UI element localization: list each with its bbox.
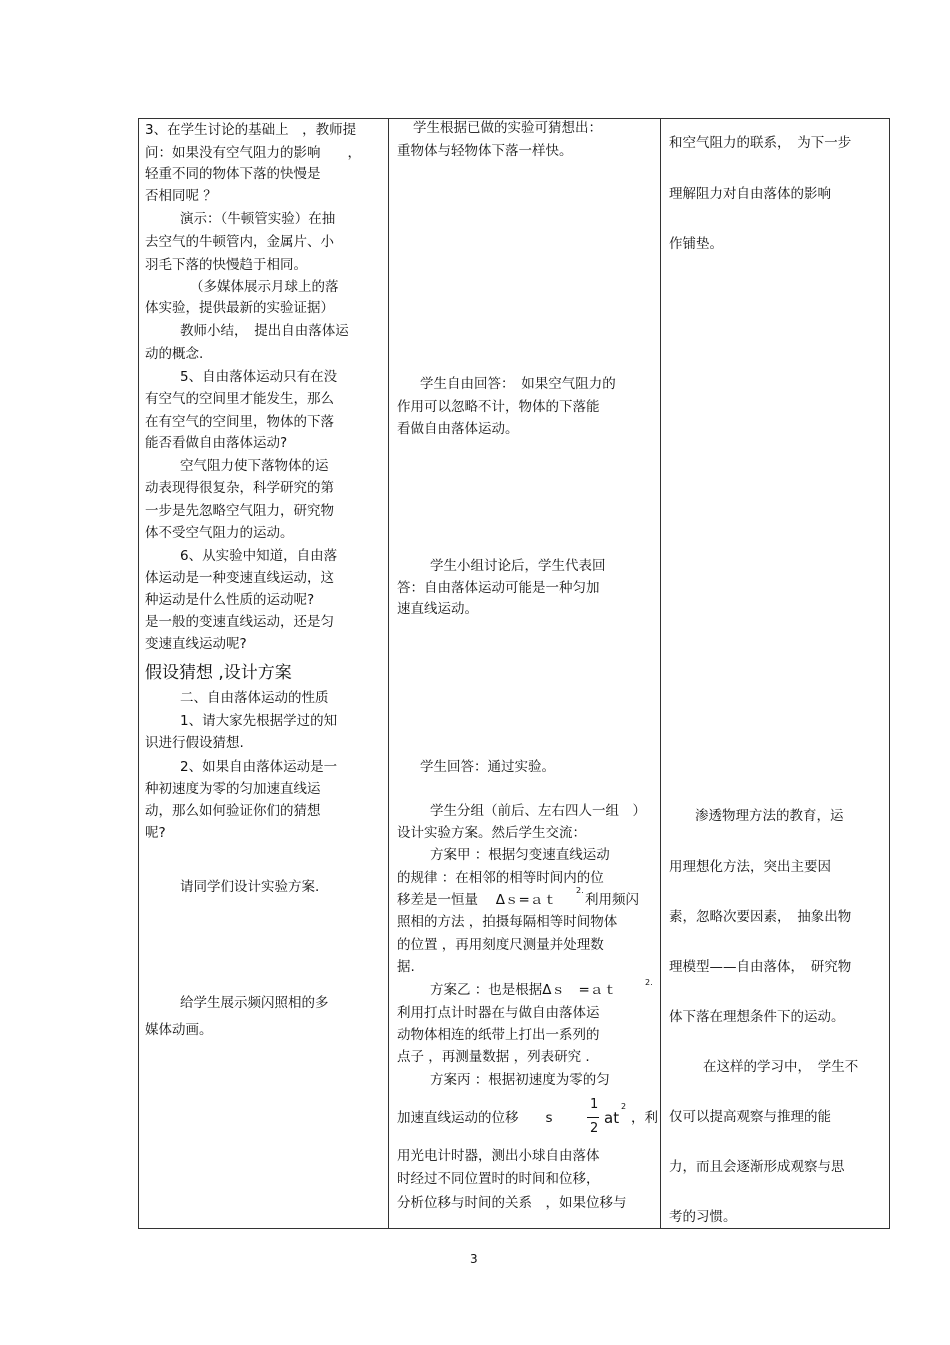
section-subheading: 二、自由落体运动的性质	[180, 690, 329, 706]
text-line: 3、在学生讨论的基础上 ，教师提	[145, 122, 357, 138]
text-line: 识进行假设猜想.	[145, 735, 244, 751]
fraction-bar	[587, 1117, 599, 1118]
text-line: 是一般的变速直线运动，还是匀	[145, 614, 334, 630]
text-line: 考的习惯。	[669, 1209, 737, 1225]
text-line: 设计实验方案。然后学生交流：	[397, 825, 586, 841]
formula-term: at	[604, 1109, 620, 1127]
text-line: 体不受空气阻力的运动。	[145, 525, 294, 541]
text-line: 照相的方法 ，拍摄每隔相等时间物体	[397, 914, 618, 930]
text-line: 种运动是什么性质的运动呢?	[145, 592, 315, 608]
text-line: 重物体与轻物体下落一样快。	[397, 143, 573, 159]
text-line: 素，忽略次要因素， 抽象出物	[669, 909, 852, 925]
text-line: 呢?	[145, 825, 166, 841]
text-line: 利用打点计时器在与做自由落体运	[397, 1005, 600, 1021]
column-divider	[388, 118, 389, 1229]
section-heading: 假设猜想 ,设计方案	[145, 663, 292, 683]
text-line: 分析位移与时间的关系 ，如果位移与	[397, 1195, 627, 1211]
text-line: 仅可以提高观察与推理的能	[669, 1109, 831, 1125]
text-line: 种初速度为零的匀加速直线运	[145, 781, 321, 797]
text-line: 轻重不同的物体下落的快慢是	[145, 166, 321, 182]
formula-exponent: 2.	[576, 886, 584, 895]
text-line: 点子 ，再测量数据 ，列表研究 .	[397, 1049, 590, 1065]
text-line: 学生回答：通过实验。	[420, 759, 555, 775]
text-line: 1、请大家先根据学过的知	[180, 713, 338, 729]
text-line: 有空气的空间里才能发生，那么	[145, 391, 334, 407]
text-line: 方案甲 ：根据匀变速直线运动	[430, 847, 610, 863]
text-line: 体下落在理想条件下的运动。	[669, 1009, 845, 1025]
text-line: 6、从实验中知道，自由落	[180, 548, 338, 564]
text-line: 作用可以忽略不计，物体的下落能	[397, 399, 600, 415]
text-line: 时经过不同位置时的时间和位移，	[397, 1171, 600, 1187]
text-line: 移差是一恒量 Δｓ=ａｔ	[397, 892, 557, 908]
text-line: 教师小结， 提出自由落体运	[180, 323, 349, 339]
text-line: 和空气阻力的联系， 为下一步	[669, 135, 852, 151]
text-line: 变速直线运动呢?	[145, 636, 247, 652]
text-line: 据.	[397, 959, 415, 975]
text-line: 请同学们设计实验方案.	[180, 879, 320, 895]
text-line: 否相同呢 ？	[145, 188, 217, 204]
text-line: 2、如果自由落体运动是一	[180, 759, 338, 775]
text-line: 学生分组（前后、左右四人一组 ）	[430, 803, 646, 819]
text-line: 给学生展示频闪照相的多	[180, 995, 329, 1011]
text-line: 演示：（牛顿管实验）在抽	[180, 211, 336, 227]
text-line: 作铺垫。	[669, 236, 723, 252]
fraction-denominator: 2	[590, 1121, 599, 1136]
text-line: （多媒体展示月球上的落	[190, 279, 339, 295]
text-line: 学生自由回答： 如果空气阻力的	[420, 376, 616, 392]
text-line: 动的概念.	[145, 346, 204, 362]
text-line: 的位置 ，再用刻度尺测量并处理数	[397, 937, 604, 953]
text-line: 加速直线运动的位移 s	[397, 1110, 553, 1126]
text-line: 羽毛下落的快慢趋于相同。	[145, 257, 307, 273]
text-line: 媒体动画。	[145, 1022, 213, 1038]
text-line: 用理想化方法，突出主要因	[669, 859, 831, 875]
formula-exponent: 2	[621, 1102, 627, 1111]
text-line: 体运动是一种变速直线运动，这	[145, 570, 334, 586]
text-line: 理模型——自由落体， 研究物	[669, 959, 852, 975]
text-line: 动，那么如何验证你们的猜想	[145, 803, 321, 819]
text-line: 的规律 ：在相邻的相等时间内的位	[397, 870, 604, 886]
text-line: 学生小组讨论后，学生代表回	[430, 558, 606, 574]
page-number: 3	[470, 1252, 478, 1266]
text-line: 在有空气的空间里，物体的下落	[145, 414, 334, 430]
text-line: ，利	[631, 1110, 658, 1126]
text-line: 用光电计时器，测出小球自由落体	[397, 1148, 600, 1164]
text-line: 理解阻力对自由落体的影响	[669, 186, 831, 202]
text-line: 一步是先忽略空气阻力，研究物	[145, 503, 334, 519]
fraction-numerator: 1	[590, 1097, 599, 1112]
text-line: 看做自由落体运动。	[397, 421, 519, 437]
text-line: 方案丙 ：根据初速度为零的匀	[430, 1072, 610, 1088]
text-line: 速直线运动。	[397, 601, 478, 617]
text-line: 学生根据已做的实验可猜想出：	[413, 120, 602, 136]
text-line: 渗透物理方法的教育，运	[695, 808, 844, 824]
text-line: 动物体相连的纸带上打出一系列的	[397, 1027, 600, 1043]
text-line: 去空气的牛顿管内，金属片、小	[145, 234, 334, 250]
column-divider	[660, 118, 661, 1229]
text-line: 问：如果没有空气阻力的影响 ，	[145, 145, 361, 161]
text-line: 利用频闪	[585, 892, 639, 908]
text-line: 在这样的学习中， 学生不	[703, 1059, 859, 1075]
text-line: 动表现得很复杂，科学研究的第	[145, 480, 334, 496]
formula-exponent: 2.	[645, 978, 653, 987]
text-line: 能否看做自由落体运动?	[145, 435, 288, 451]
text-line: 力，而且会逐渐形成观察与思	[669, 1159, 845, 1175]
text-line: 空气阻力使下落物体的运	[180, 458, 329, 474]
text-line: 答：自由落体运动可能是一种匀加	[397, 580, 600, 596]
text-line: 5、自由落体运动只有在没	[180, 369, 338, 385]
text-line: 方案乙 ：也是根据Δｓ =ａｔ	[430, 982, 617, 998]
text-line: 体实验，提供最新的实验证据）	[145, 300, 334, 316]
